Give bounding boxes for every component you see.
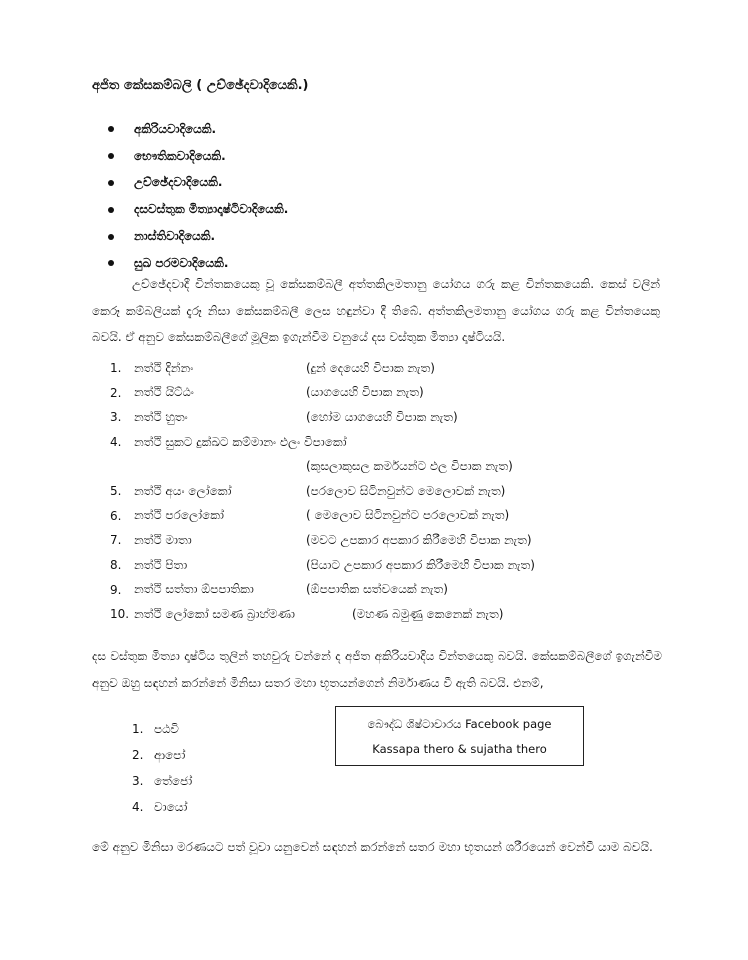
- bullet-item: [108, 116, 288, 143]
- view-note: (පරලොව සිටිනවුන්ට මෙලොවක් නැත): [306, 483, 506, 498]
- item-number: 9.: [110, 582, 122, 597]
- item-number: 3.: [132, 774, 144, 788]
- element-item: [132, 794, 192, 820]
- view-item-note-line: [110, 454, 535, 479]
- view-term: නත්ථි සත්තා ඕපපාතිකා: [134, 582, 254, 597]
- item-number: 1.: [132, 722, 144, 736]
- view-item: [110, 430, 535, 455]
- item-number: 5.: [110, 484, 122, 499]
- view-item: [110, 553, 535, 578]
- bullet-text: අකිරියවාදියෙකි.: [134, 121, 217, 136]
- intro-paragraph: උච්ඡේදවාදී චින්තකයෙකු වූ කේසකම්බලී අත්තකිලමතානු යෝගය ගරු කළ චින්තකයෙකි. කෙස් වලින් කෙරූ කම්බලියක් දැරූ නිසා කේසකම්බලී ලෙස හඳුන්වා දී තිබේ. අත්තකිලමතානු යෝගය ගරු කළ චින්තයෙකු බවයි. ඒ අනුව කේසකම්බලීගේ මූලික ඉගැන්වීම වනුයේ දස වස්තුක මිත්‍යා දෘෂ්ටියයි.: [92, 277, 660, 344]
- view-note: (හෝම යාගයෙහි විපාක නැත): [306, 409, 458, 424]
- item-number: 4.: [110, 435, 122, 450]
- bullet-icon: [108, 207, 114, 213]
- conclusion-paragraph: මේ අනුව මිනිසා මරණයට පත් වූවා යනුවෙන් සඳහන් කරන්නේ සතර මහා භූතයන් ශරීරයෙන් වෙන්වී යාම බවයි.: [92, 840, 653, 854]
- item-number: 6.: [110, 508, 122, 523]
- view-item: [110, 356, 535, 381]
- item-number: 3.: [110, 410, 122, 425]
- bullet-text: භෞතිකවාදියෙකි.: [134, 148, 226, 163]
- item-number: 10.: [110, 607, 130, 622]
- bullet-item: [108, 170, 288, 197]
- view-note: (දුන් දෙයෙහි විපාක නැත): [306, 360, 435, 375]
- view-note: (කුසලාකුසල කර්මයන්ට ඵල විපාක නැත): [306, 459, 513, 474]
- bullet-icon: [108, 180, 114, 186]
- view-term: නත්ථි අයං ලෝකෝ: [134, 483, 232, 498]
- item-number: 2.: [132, 748, 144, 762]
- bullet-text: දසවස්තුක මිත්‍යාදෘෂ්ටිවාදියෙකි.: [134, 202, 289, 217]
- bullet-item: [108, 143, 288, 170]
- view-item: [110, 528, 535, 553]
- view-note: (ඕපපාතික සත්වයෙක් නැත): [306, 582, 448, 597]
- view-note: (පියාට උපකාර අපකාර කිරීමෙහි විපාක නැත): [306, 557, 535, 572]
- bullet-item: [108, 196, 288, 223]
- item-number: 8.: [110, 558, 122, 573]
- item-number: 2.: [110, 385, 122, 400]
- view-note: ( මෙලොව සිටිනවුන්ට පරලොවක් නැත): [306, 508, 510, 523]
- element-item: [132, 716, 192, 742]
- item-number: 7.: [110, 533, 122, 548]
- four-elements-list: [132, 716, 192, 820]
- credit-box: [335, 706, 584, 766]
- bullet-icon: [108, 234, 114, 240]
- element-label: ආපෝ: [154, 747, 186, 762]
- element-item: [132, 742, 192, 768]
- view-term: නත්ථි මාතා: [134, 532, 192, 547]
- credit-line-page: බෞද්ධ ශිෂ්ටාචාරය Facebook page: [367, 716, 552, 731]
- bullet-text: සුඛ පරමවාදියෙකි.: [134, 255, 229, 270]
- element-label: වායෝ: [154, 799, 188, 814]
- bullet-list: [108, 116, 288, 277]
- view-item: [110, 602, 535, 627]
- view-item: [110, 405, 535, 430]
- ten-views-list: [110, 356, 535, 627]
- view-term: නත්ථි දින්නං: [134, 360, 194, 375]
- view-item: [110, 577, 535, 602]
- bullet-text: උච්ඡේදවාදියෙකි.: [134, 175, 223, 190]
- element-item: [132, 768, 192, 794]
- view-note: (මවට උපකාර අපකාර කිරීමෙහි විපාක නැත): [306, 532, 532, 547]
- view-note: (යාගයෙහි විපාක නැත): [306, 385, 424, 400]
- bullet-icon: [108, 126, 114, 132]
- credit-line-authors: Kassapa thero & sujatha thero: [372, 741, 547, 756]
- view-term: නත්ථි ලෝකෝ සමණ බ්‍රාහ්මණා: [134, 606, 295, 621]
- item-number: 4.: [132, 800, 144, 814]
- element-label: පඨවි: [154, 721, 179, 736]
- view-note: (මහණ බමුණු කෙනෙක් නැත): [352, 606, 504, 621]
- item-number: 1.: [110, 361, 122, 376]
- view-item: [110, 479, 535, 504]
- view-term: නත්ථි යිට්ඨං: [134, 385, 194, 400]
- view-item: [110, 381, 535, 406]
- view-term: නත්ථි සුකට දුක්ඛට කම්මානං ඵලං විපාකෝ: [134, 434, 347, 449]
- view-term: නත්ථි හුතං: [134, 409, 188, 424]
- bullet-item: [108, 223, 288, 250]
- view-term: නත්ථි පරලෝකෝ: [134, 508, 224, 523]
- bullet-icon: [108, 260, 114, 266]
- element-label: තේජෝ: [154, 773, 193, 788]
- view-term: නත්ථි පිතා: [134, 557, 188, 572]
- bullet-icon: [108, 153, 114, 159]
- section-heading: අජිත කේසකම්බලි ( උච්ඡේදවාදියෙකි.): [92, 78, 309, 93]
- bullet-text: නාස්තිවාදියෙකි.: [134, 229, 216, 244]
- view-item: [110, 504, 535, 529]
- elements-intro-paragraph: දස වස්තුක මිත්‍යා දෘෂ්ටිය තුලින් තහවුරු වන්නේ ද අජිත අකිරියවාදිය චින්තයෙකු බවයි. කේසකම්බලීගේ ඉගැන්වීම අනුව ඔහු සඳහන් කරන්නේ මිනිසා සතර මහා භූතයන්ගෙන් නිර්මාණය වී ඇති බවයි. එනම්,: [92, 649, 662, 690]
